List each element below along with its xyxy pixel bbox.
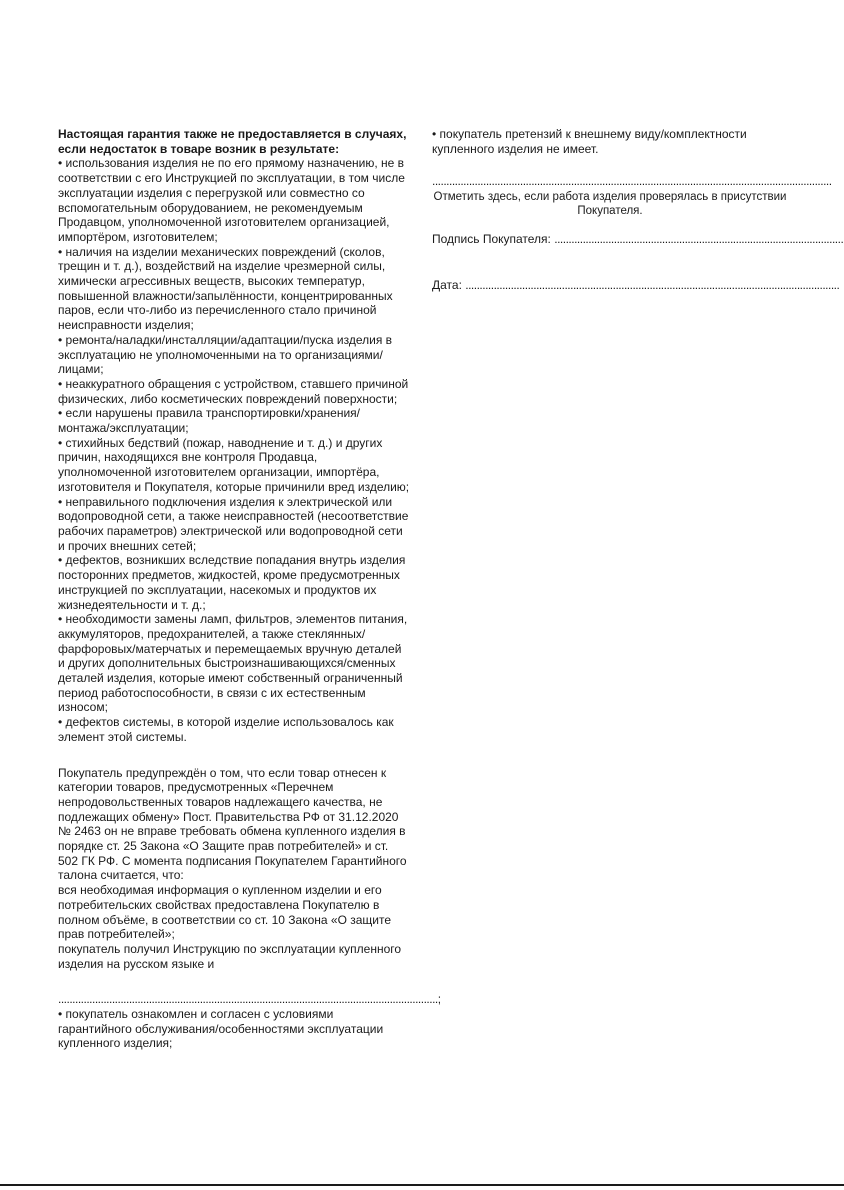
verification-check-block — [432, 174, 832, 218]
list-item: • дефектов системы, в которой изделие использовалось как элемент этой системы. — [58, 715, 394, 744]
warranty-exclusions-heading: Настоящая гарантия также не предоставляется в случаях, если недостаток в товаре возник в результате: — [58, 127, 407, 156]
spacer — [58, 971, 410, 992]
buyer-notice-paragraph: Покупатель предупреждён о том, что если товар отнесен к категории товаров, предусмотренных «Перечнем непродовольственных товаров надлежащего качества, не подлежащих обмену» Пост. Правительства РФ от 31.12.2020 № 2463 он не вправе требовать обмена купленного изделия в порядке ст. 25 Закона «О Защите прав потребителей» и ст. 502 ГК РФ. С момента подписания Покупателем Гарантийного талона считается, что: — [58, 765, 407, 883]
fill-in-dotted-line: ......................................................................................................................................; — [58, 992, 441, 1007]
list-item: • неаккуратного обращения с устройством, ставшего причиной физических, либо косметических повреждений поверхности; — [58, 376, 409, 406]
right-column — [432, 127, 844, 293]
signature-row — [432, 232, 844, 247]
list-item: • покупатель ознакомлен и согласен с условиями гарантийного обслуживания/особенностями эксплуатации купленного изделия; — [58, 1007, 384, 1051]
list-item: • дефектов, возникших вследствие попадания внутрь изделия посторонних предметов, жидкостей, кроме предусмотренных инструкцией по эксплуатации, насекомых и продуктов их жизнедеятельности и т. д.; — [58, 553, 406, 612]
list-item: • стихийных бедствий (пожар, наводнение и т. д.) и других причин, находящихся вне контроля Продавца, уполномоченной изготовителем организации, импортёра, изготовителя и Покупателя, которые причинили вред изделию; — [58, 435, 410, 494]
spacer — [58, 745, 410, 766]
instruction-paragraph: покупатель получил Инструкцию по эксплуатации купленного изделия на русском языке и — [58, 941, 402, 971]
left-column — [58, 127, 441, 1051]
signature-field[interactable]: ...................................................................................................... — [554, 232, 844, 247]
list-item: • если нарушены правила транспортировки/хранения/монтажа/эксплуатации; — [58, 406, 360, 436]
signature-label: Подпись Покупателя: — [432, 232, 551, 247]
list-item: • ремонта/наладки/инсталляции/адаптации/пуска изделия в эксплуатацию не уполномоченными на то организациями/лицами; — [58, 332, 393, 377]
list-item: • наличия на изделии механических повреждений (сколов, трещин и т. д.), воздействий на изделие чрезмерной силы, химически агрессивных веществ, высоких температур, повышенной влажности/запылённости, концентрированных паров, если что-либо из перечисленного стало причиной неисправности изделия; — [58, 244, 393, 333]
date-field[interactable]: .................................................................................................................................... — [465, 277, 840, 292]
page-bottom-rule — [0, 1184, 844, 1186]
list-item: • покупатель претензий к внешнему виду/комплектности купленного изделия не имеет. — [432, 127, 747, 156]
check-caption: Отметить здесь, если работа изделия проверялась в присутствии Покупателя. — [433, 191, 787, 218]
date-label: Дата: — [432, 277, 462, 292]
check-dotted-line[interactable]: ............................................................................................................................................. — [432, 174, 832, 189]
date-row — [432, 277, 840, 293]
list-item: • необходимости замены ламп, фильтров, элементов питания, аккумуляторов, предохранителей, а также стеклянных/фарфоровых/матерчатых и перемещаемых вручную деталей и других дополнительных быстроизнашивающихся/сменных деталей изделия, которые имеют собственный ограниченный период работоспособности, в связи с их естественным износом; — [58, 612, 408, 715]
list-item: • использования изделия не по его прямому назначению, не в соответствии с его Инструкцией по эксплуатации, в том числе эксплуатации изделия с перегрузкой или совместно со вспомогательным оборудованием, не рекомендуемым Продавцом, уполномоченной изготовителем организацией, импортёром, изготовителем; — [58, 156, 405, 244]
list-item: • неправильного подключения изделия к электрической или водопроводной сети, а также неисправностей (несоответствие рабочих параметров) электрической или водопроводной сети и прочих внешних сетей; — [58, 494, 409, 553]
information-paragraph: вся необходимая информация о купленном изделии и его потребительских свойствах предоставлена Покупателю в полном объёме, в соответствии со ст. 10 Закона «О защите прав потребителей»; — [58, 883, 392, 942]
